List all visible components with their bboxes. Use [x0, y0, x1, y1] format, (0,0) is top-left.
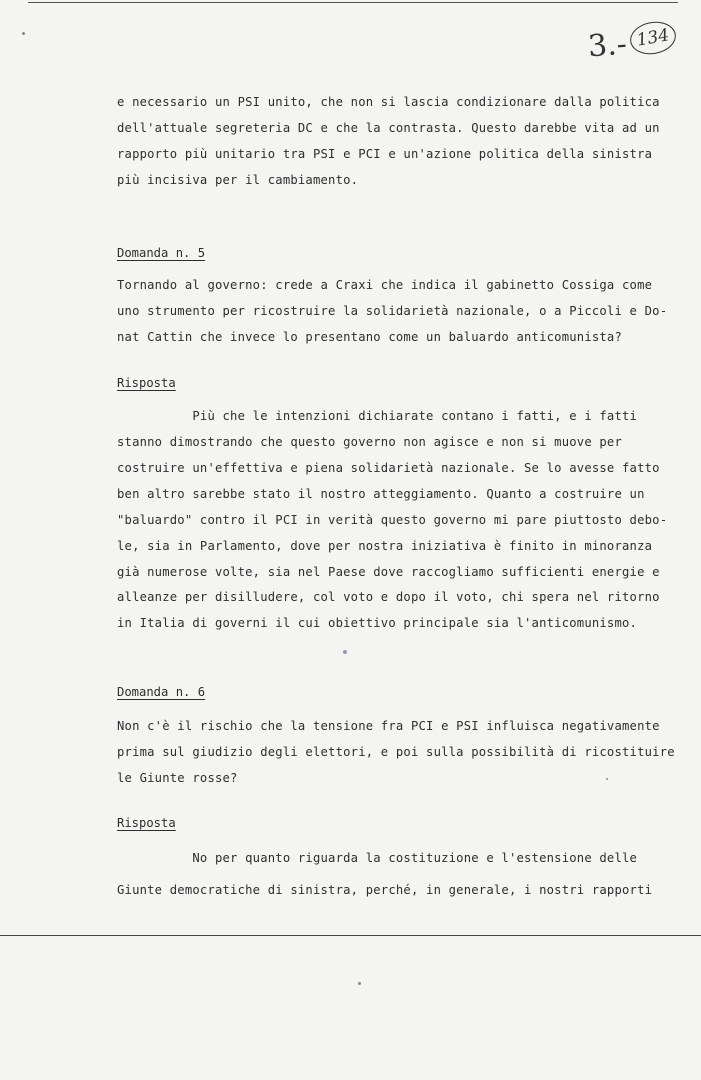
text-line: dell'attuale segreteria DC e che la contrasta. Questo darebbe vita ad un — [117, 121, 660, 135]
top-rule — [28, 2, 678, 3]
text-line: Più che le intenzioni dichiarate contano i fatti, e i fatti — [117, 409, 638, 423]
scan-speck — [606, 778, 608, 780]
scan-speck — [22, 32, 25, 35]
text-line: prima sul giudizio degli elettori, e poi sulla possibilità di ricostituire — [117, 745, 675, 759]
text-line: Tornando al governo: crede a Craxi che indica il gabinetto Cossiga come — [117, 278, 653, 292]
text-line: alleanze per disilludere, col voto e dopo il voto, chi spera nel ritorno — [117, 590, 660, 604]
text-line: le, sia in Parlamento, dove per nostra iniziativa è finito in minoranza — [117, 539, 653, 553]
text-line: uno strumento per ricostruire la solidarietà nazionale, o a Piccoli e Do- — [117, 304, 668, 318]
text-line: Giunte democratiche di sinistra, perché, in generale, i nostri rapporti — [117, 883, 653, 897]
bottom-rule — [0, 935, 701, 936]
text-line: già numerose volte, sia nel Paese dove raccogliamo sufficienti energie e — [117, 565, 660, 579]
scan-speck — [358, 982, 361, 985]
answer-6-heading: Risposta — [117, 816, 176, 830]
text-line: ben altro sarebbe stato il nostro atteggiamento. Quanto a costruire un — [117, 487, 645, 501]
scan-speck — [343, 650, 347, 654]
text-line: Non c'è il rischio che la tensione fra PCI e PSI influisca negativamente — [117, 719, 660, 733]
text-line: stanno dimostrando che questo governo non agisce e non si muove per — [117, 435, 623, 449]
text-line: le Giunte rosse? — [117, 771, 238, 785]
question-5-heading: Domanda n. 5 — [117, 246, 206, 260]
text-line: costruire un'effettiva e piena solidarietà nazionale. Se lo avesse fatto — [117, 461, 660, 475]
page-stamp: 134 — [628, 18, 679, 58]
page-number: 3.- — [586, 26, 628, 65]
text-line: rapporto più unitario tra PSI e PCI e un'azione politica della sinistra — [117, 147, 653, 161]
text-line: in Italia di governi il cui obiettivo principale sia l'anticomunismo. — [117, 616, 638, 630]
text-line: "baluardo" contro il PCI in verità questo governo mi pare piuttosto debo- — [117, 513, 668, 527]
text-line: No per quanto riguarda la costituzione e l'estensione delle — [117, 851, 638, 865]
text-line: nat Cattin che invece lo presentano come un baluardo anticomunista? — [117, 330, 623, 344]
text-line: e necessario un PSI unito, che non si lascia condizionare dalla politica — [117, 95, 660, 109]
text-line: più incisiva per il cambiamento. — [117, 173, 359, 187]
answer-5-heading: Risposta — [117, 376, 176, 390]
question-6-heading: Domanda n. 6 — [117, 685, 206, 699]
